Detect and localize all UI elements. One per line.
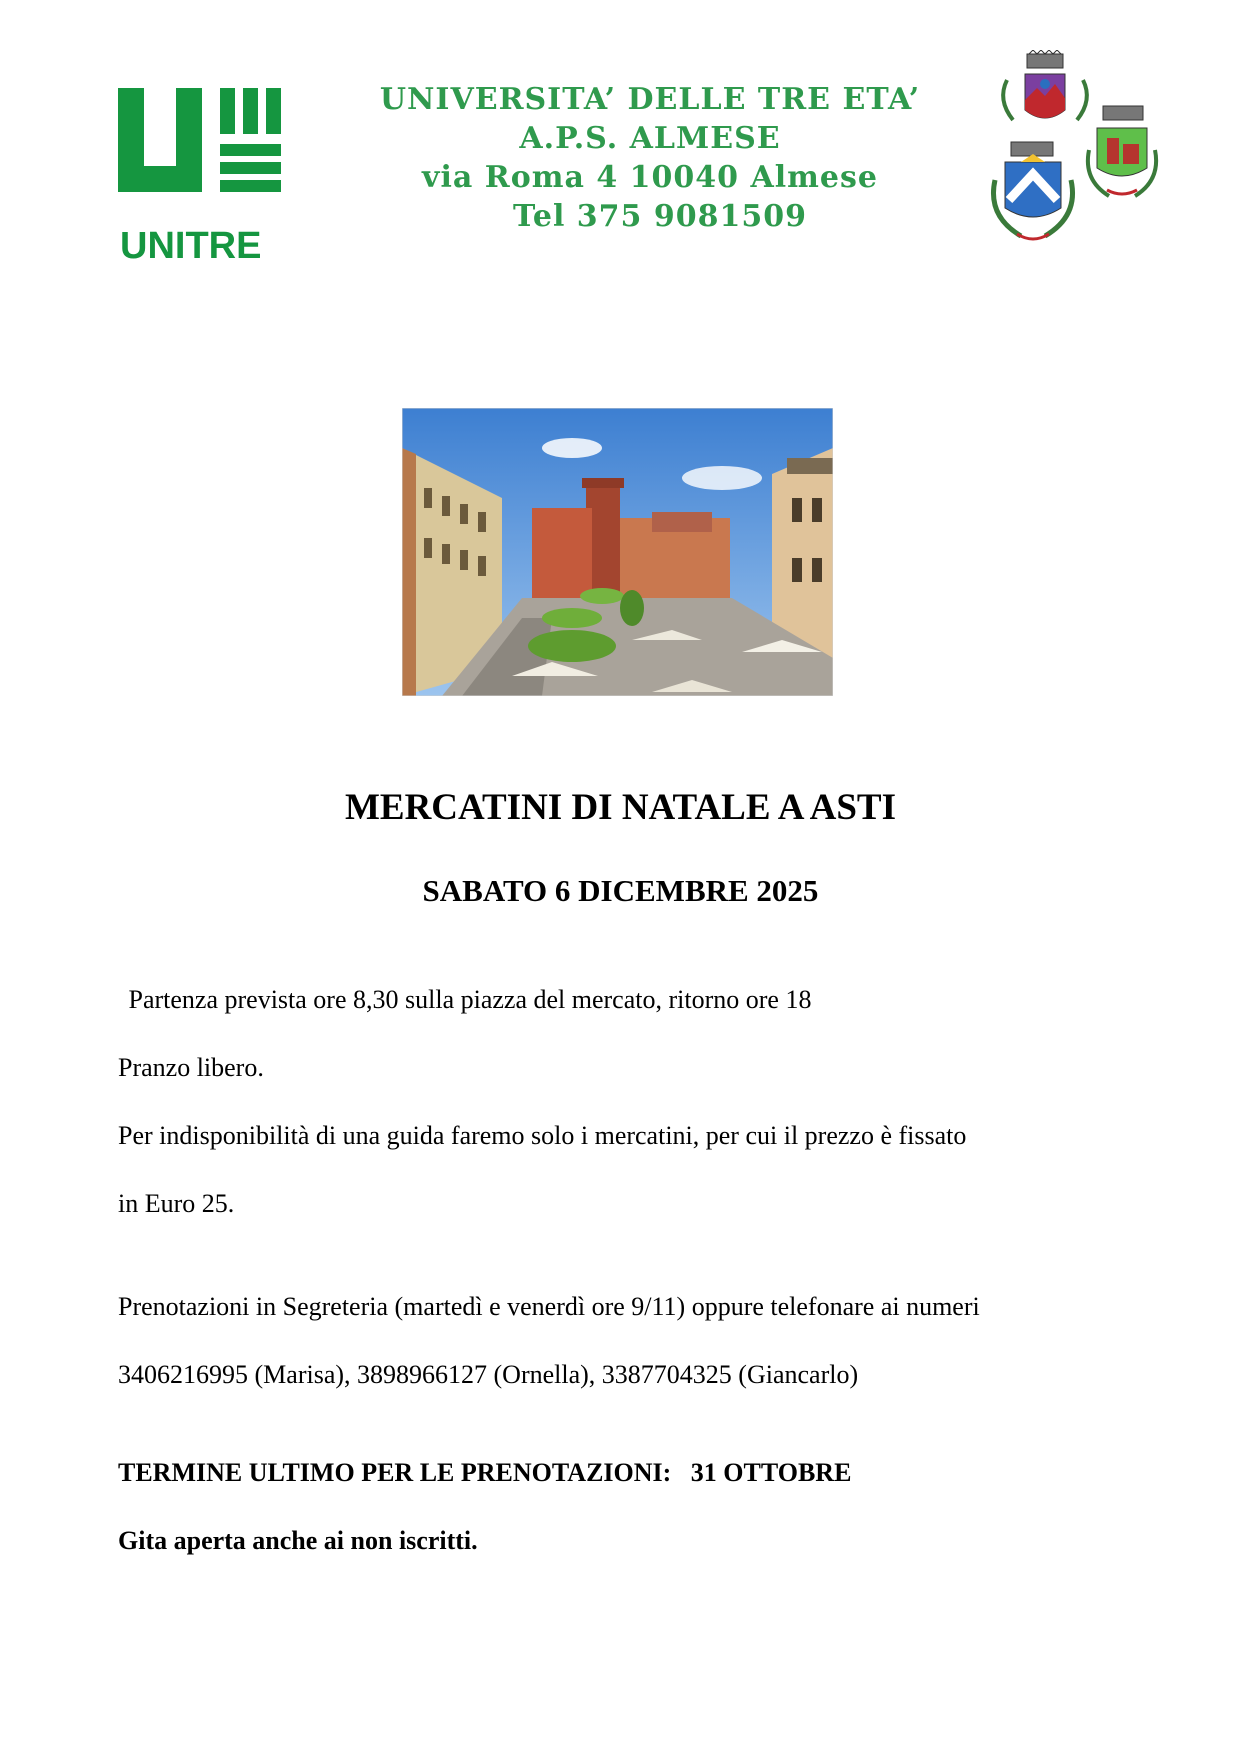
booking-info-line1: Prenotazioni in Segreteria (martedì e venerdì ore 9/11) oppure telefonare ai numeri <box>118 1292 980 1321</box>
unitre-logo <box>118 88 294 266</box>
event-date: SABATO 6 DICEMBRE 2025 <box>422 873 819 908</box>
crest-top-icon <box>1003 50 1087 120</box>
booking-phone-numbers: 3406216995 (Marisa), 3898966127 (Ornella), 3387704325 (Giancarlo) <box>118 1360 859 1389</box>
org-name: UNIVERSITA’ DELLE TRE ETA’ <box>379 82 921 117</box>
lunch-info: Pranzo libero. <box>118 1053 264 1082</box>
crest-right-icon <box>1088 106 1156 196</box>
departure-info: Partenza prevista ore 8,30 sulla piazza del mercato, ritorno ore 18 <box>122 985 812 1014</box>
org-phone: Tel 375 9081509 <box>513 199 807 234</box>
event-title: MERCATINI DI NATALE A ASTI <box>344 787 896 828</box>
svg-text:UNITRE: UNITRE <box>120 225 262 266</box>
booking-deadline: TERMINE ULTIMO PER LE PRENOTAZIONI: 31 OTTOBRE <box>118 1458 852 1487</box>
municipal-crests <box>985 50 1185 260</box>
guide-info-line1: Per indisponibilità di una guida faremo solo i mercatini, per cui il prezzo è fissato <box>118 1121 967 1150</box>
org-legal-name: A.P.S. ALMESE <box>519 121 781 156</box>
open-to-all-note: Gita aperta anche ai non iscritti. <box>118 1526 478 1555</box>
guide-info-line2: in Euro 25. <box>118 1189 235 1218</box>
org-address: via Roma 4 10040 Almese <box>422 160 878 195</box>
asti-square-photo <box>402 408 833 696</box>
crest-left-icon <box>993 142 1072 239</box>
